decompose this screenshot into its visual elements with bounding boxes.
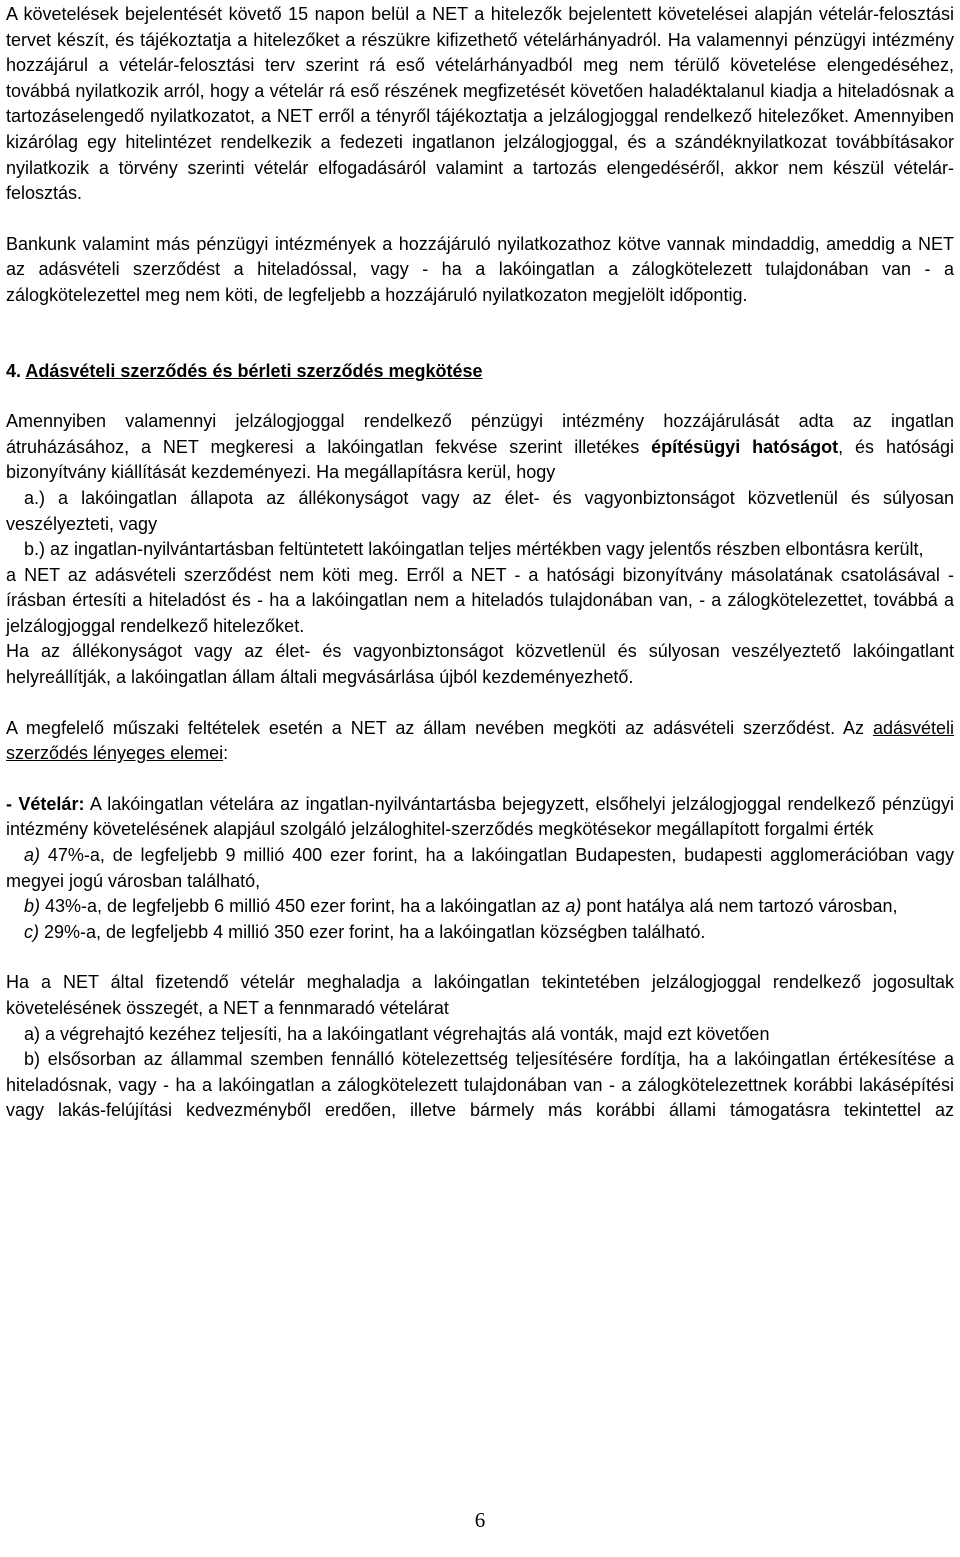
list-label: a): [24, 845, 41, 866]
list-label: a.): [24, 487, 46, 508]
list-text: 29%-a, de legfeljebb 4 millió 350 ezer forint, ha a lakóingatlan községben található.: [39, 921, 706, 942]
text-segment: A megfelelő műszaki feltételek esetén a NET az állam nevében megköti az adásvételi szerződést. Az: [6, 717, 873, 738]
payment-item-b: [6, 1047, 954, 1124]
payment-item-a: [6, 1022, 954, 1048]
list-text: 47%-a, de legfeljebb 9 millió 400 ezer forint, ha a lakóingatlan Budapesten, budapesti agglomerációban vagy megyei jogú városban található,: [6, 845, 954, 891]
paragraph-net-nem-koti: a NET az adásvételi szerződést nem köti meg. Erről a NET - a hatósági bizonyítvány másolatának csatolásával - írásban értesíti a hiteladóst és - ha a lakóingatlan nem a hiteladós tulajdonában van, - a zálogkötelezettet, továbbá a jelzálogjoggal rendelkező hitelezőket.: [6, 564, 954, 636]
paragraph-vetelar-felosztas: [6, 2, 954, 207]
list-text: 43%-a, de legfeljebb 6 millió 450 ezer forint, ha a lakóingatlan az: [40, 896, 566, 917]
section-heading: [6, 359, 954, 385]
list-item-a: [6, 486, 954, 537]
paragraph-bankunk: Bankunk valamint más pénzügyi intézmények a hozzájáruló nyilatkozathoz kötve vannak mindaddig, ameddig a NET az adásvételi szerződést a hiteladóssal, vagy - ha a lakóingatlan a zálogkötelezett tulajdonában van - a zálogkötelezettel meg nem köti, de legfeljebb a hozzájáruló nyilatkozaton megjelölt időpontig.: [6, 233, 954, 305]
paragraph-fennmarado-vetelar: Ha a NET által fizetendő vételár meghaladja a lakóingatlan tekintetében jelzálogjoggal rendelkező jogosultak követelésének összegét, a NET a fennmaradó vételárat: [6, 972, 954, 1018]
text-segment: , és hatósági bizonyítvány kiállítását kezdeményezi. Ha megállapításra kerül, hogy: [6, 436, 954, 483]
section-number: 4.: [6, 360, 22, 381]
price-item-b: [6, 894, 954, 920]
list-text: b) elsősorban az állammal szemben fennálló kötelezettség teljesítésére fordítja, ha a lakóingatlan értékesítése a hiteladósnak, vagy - ha a lakóingatlan a zálogkötelezett tulajdonában van - a zálogkötelezettnek korábbi lakásépítési vagy lakás-felújítási kedvezményből eredően, illetve bármely más korábbi állami támogatásra tekintettel az: [6, 1049, 954, 1121]
text-segment: A követelések bejelentését követő 15 napon belül a NET a hitelezők bejelentett követelései alapján vételár-felosztási tervet készít, és tájékoztatja a hitelezőket a részükre kifizethető vételárhányadról.: [6, 4, 954, 50]
paragraph-vetelar: [6, 792, 954, 843]
list-item-b: [6, 537, 954, 563]
paragraph-hozzajarulas: [6, 409, 954, 486]
list-text: a lakóingatlan állapota az állékonyságot vagy az élet- és vagyonbiztonságot közvetlenül és súlyosan veszélyezteti, vagy: [6, 487, 954, 534]
list-reference: a): [565, 896, 582, 917]
bold-term: Vételár:: [18, 793, 85, 814]
list-text: a) a végrehajtó kezéhez teljesíti, ha a lakóingatlant végrehajtás alá vonták, majd ezt követően: [24, 1023, 770, 1044]
paragraph-helyreallitas: Ha az állékonyságot vagy az élet- és vagyonbiztonságot közvetlenül és súlyosan veszélyeztető lakóingatlant helyreállítják, a lakóingatlan állam általi megvásárlása újból kezdeményezhető.: [6, 641, 954, 688]
list-text: pont hatálya alá nem tartozó városban,: [581, 896, 898, 917]
paragraph-lenyeges-elemek: [6, 716, 954, 767]
text-segment: :: [223, 743, 229, 764]
list-label: b): [24, 896, 41, 917]
page-number: 6: [474, 1508, 486, 1532]
section-title: Adásvételi szerződés és bérleti szerződés megkötése: [25, 360, 483, 381]
list-label: b.): [24, 539, 46, 560]
text-segment: Amennyiben valamennyi jelzálogjoggal rendelkező pénzügyi intézmény hozzájárulását adta az ingatlan átruházásához, a NET megkeresi a lakóingatlan fekvése szerint illetékes: [6, 411, 954, 457]
underlined-term: adásvételi szerződés lényeges elemei: [6, 717, 954, 764]
text-segment: A lakóingatlan vételára az ingatlan-nyilvántartásba bejegyzett, elsőhelyi jelzálogjoggal rendelkező pénzügyi intézmény követelésének alapjául szolgáló jelzáloghitel-szerződés megkötésekor megállapított forgalmi érték: [6, 793, 954, 840]
list-text: az ingatlan-nyilvántartásban feltüntetett lakóingatlan teljes mértékben vagy jelentős részben elbontásra került,: [45, 539, 924, 560]
text-segment: Ha valamennyi pénzügyi intézmény hozzájárul a vételár-felosztási terv szerint rá eső vételárhányadból meg nem térülő követelése elengedéséhez, továbbá nyilatkozik arról, hogy a vételár rá eső részének megfizetését követően haladéktalanul kiadja a hiteladósnak a tartozáselengedő nyilatkozatot, a NET erről a tényről tájékoztatja a jelzálogjoggal rendelkező hitelezőket.: [6, 29, 954, 127]
price-item-a: [6, 843, 954, 894]
bold-term: építésügyi hatóságot: [651, 436, 839, 457]
dash: -: [6, 793, 19, 814]
list-label: c): [24, 921, 39, 942]
price-item-c: [6, 920, 954, 946]
text-segment: Amennyiben kizárólag egy hitelintézet rendelkezik a fedezeti ingatlanon jelzálogjoggal, és a szándéknyilatkozat továbbításakor nyilatkozik a törvény szerinti vételár elfogadásáról valamint a tartozás elengedéséről, akkor nem készül vételár-felosztás.: [6, 106, 954, 204]
